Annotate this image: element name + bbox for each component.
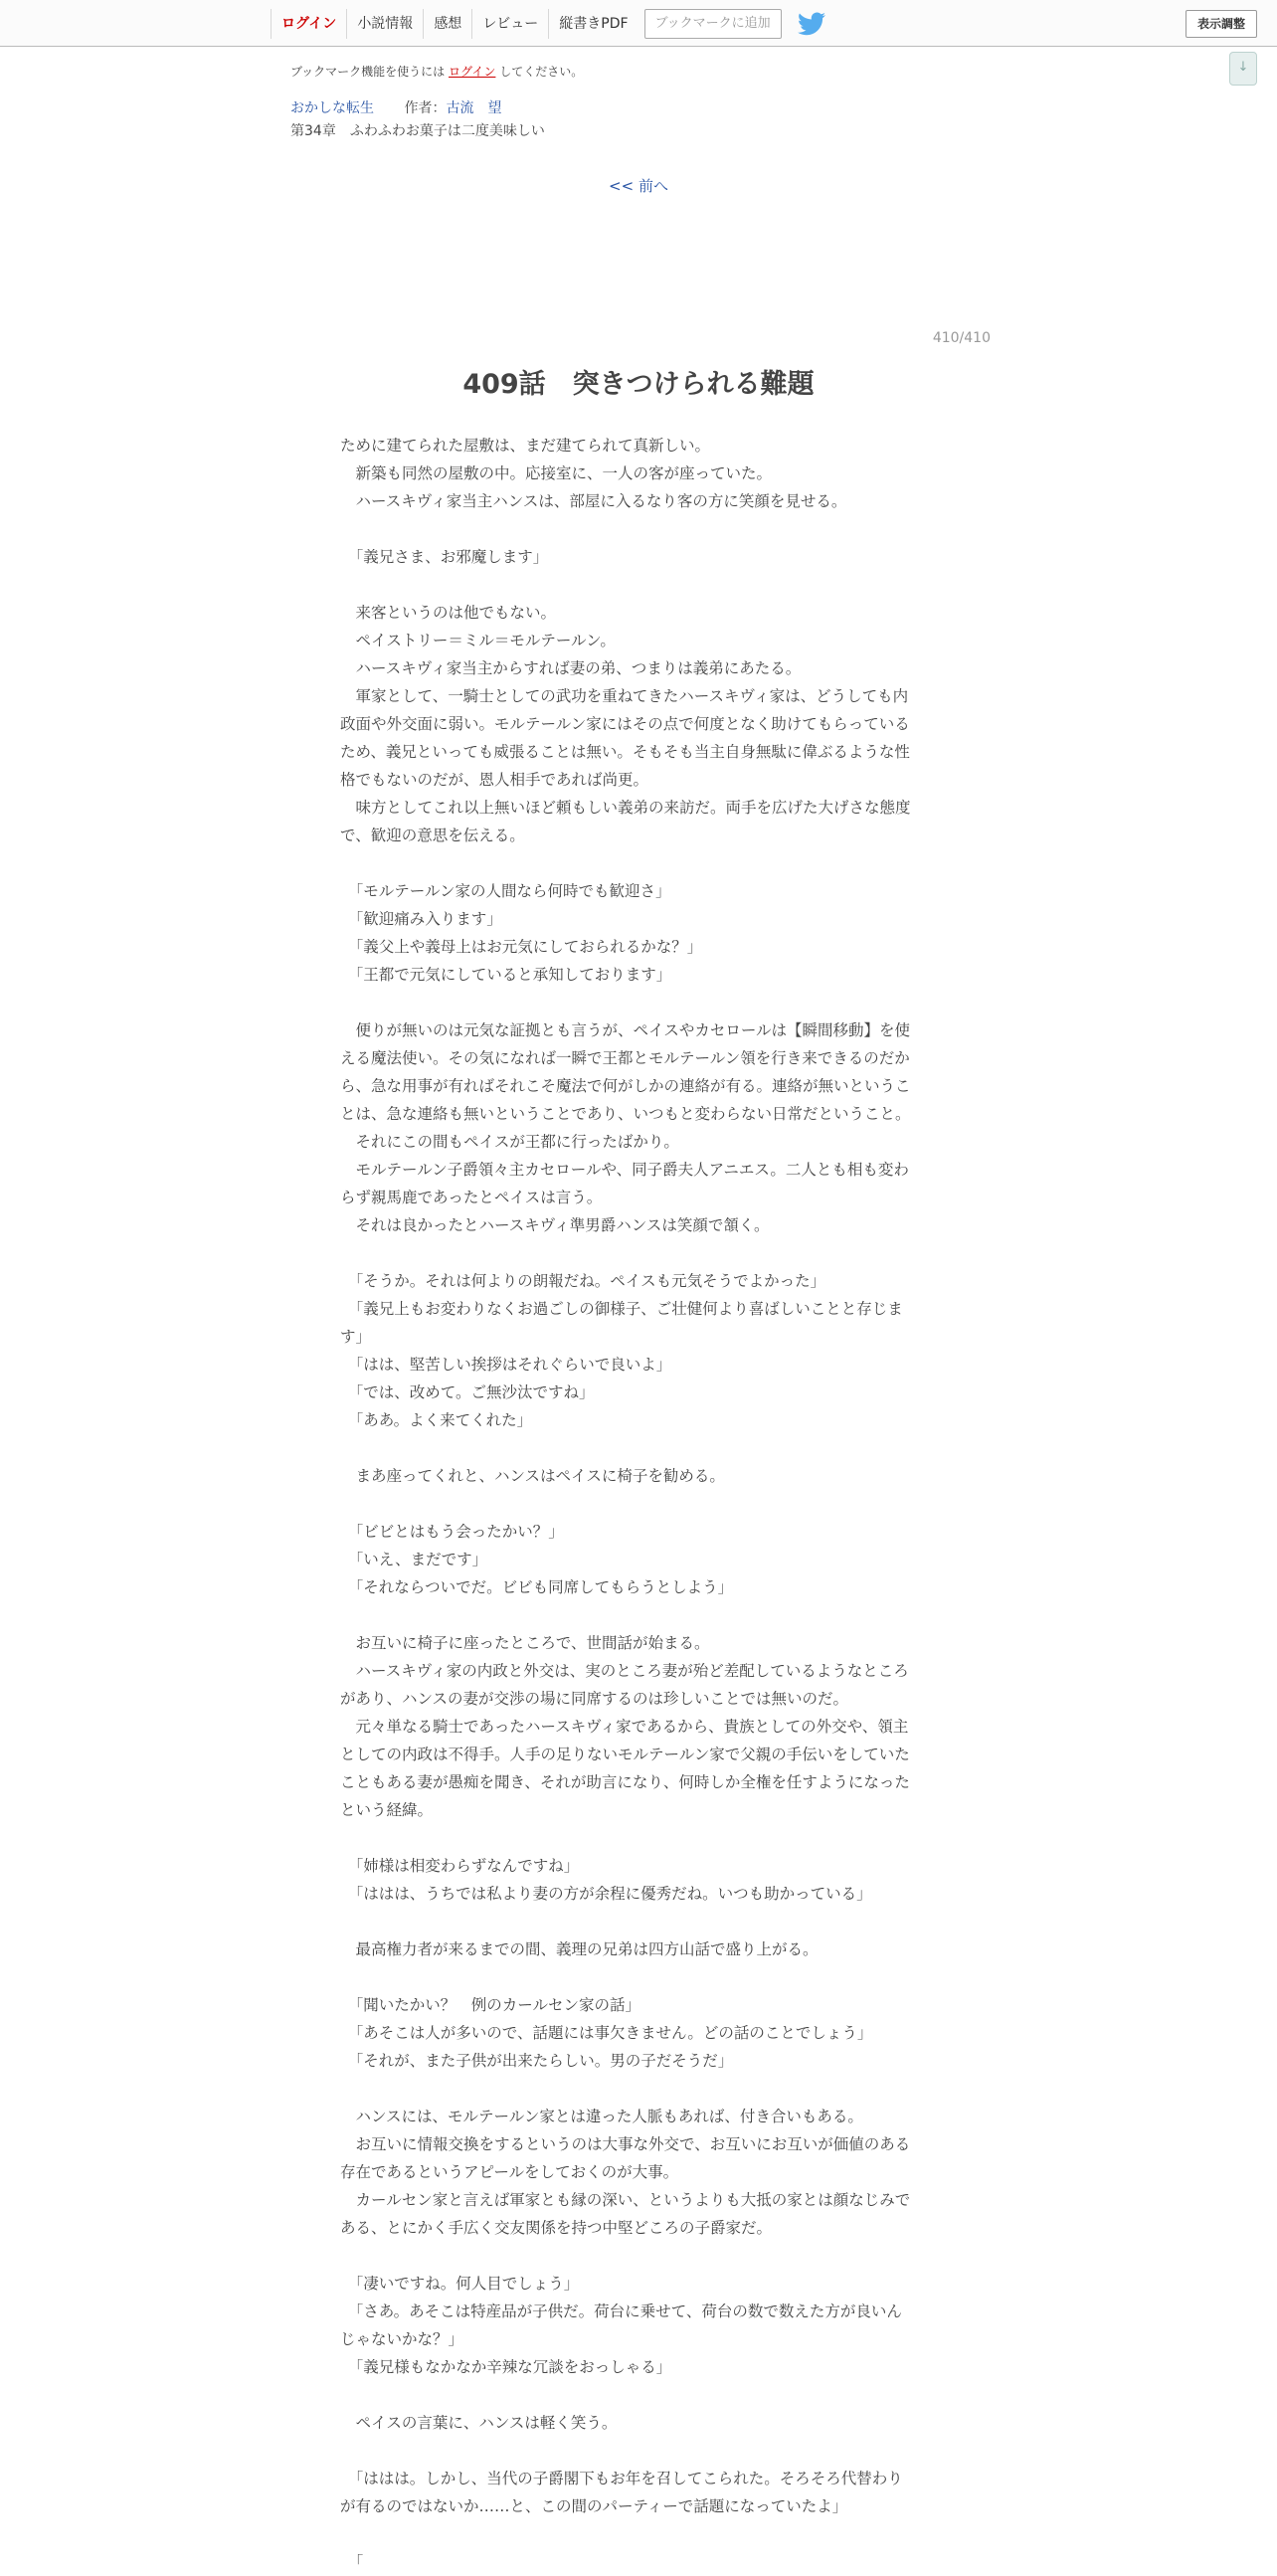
body-line: 「歓迎痛み入ります」	[340, 910, 502, 928]
review-link[interactable]: レビュー	[471, 9, 548, 39]
body-line	[340, 1908, 931, 1935]
body-line: 「ははは。しかし、当代の子爵閣下もお年を召してこられた。そろそろ代替わり	[340, 2470, 903, 2487]
add-bookmark-button[interactable]: ブックマークに追加	[644, 9, 782, 39]
body-line: 来客というのは他でもない。	[340, 604, 557, 622]
notice-prefix: ブックマーク機能を使うには	[290, 65, 446, 79]
body-line: があり、ハンスの妻が交渉の場に同席するのは珍しいことでは無いのだ。	[340, 1690, 849, 1708]
body-line: 味方としてこれ以上無いほど頼もしい義弟の来訪だ。両手を広げた大げさな態度	[340, 799, 911, 817]
body-line: 「モルテールン家の人間なら何時でも歓迎さ」	[340, 882, 671, 900]
display-settings-button[interactable]: 表示調整	[1186, 10, 1257, 38]
body-line: ために建てられた屋敷は、まだ建てられて真新しい。	[340, 437, 711, 455]
body-line	[340, 515, 931, 543]
notice-suffix: してください。	[499, 65, 584, 79]
notice-login-link[interactable]: ログイン	[449, 65, 496, 79]
body-line	[340, 1434, 931, 1462]
body-line: 「それならついでだ。ビビも同席してもらうとしよう」	[340, 1578, 734, 1596]
body-line: 「聞いたかい？ 例のカールセン家の話」	[340, 1996, 640, 2014]
body-line: 「ああ。よく来てくれた」	[340, 1411, 533, 1429]
body-line: それにこの間もペイスが王都に行ったばかり。	[340, 1133, 679, 1151]
body-line: 軍家として、一騎士としての武功を重ねてきたハースキヴィ家は、どうしても内	[340, 687, 909, 705]
body-line: ら、急な用事が有ればそれこそ魔法で何がしかの連絡が有る。連絡が無いというこ	[340, 1077, 911, 1095]
scroll-down-button[interactable]: ↓	[1229, 52, 1257, 86]
body-line: 「はは、堅苦しい挨拶はそれぐらいで良いよ」	[340, 1356, 672, 1374]
body-line: 「さあ。あそこは特産品が子供だ。荷台に乗せて、荷台の数で数えた方が良いん	[340, 2302, 902, 2320]
login-link[interactable]: ログイン	[271, 9, 346, 39]
body-line: 「王都で元気にしていると承知しております」	[340, 966, 672, 984]
body-line: 存在であるというアピールをしておくのが大事。	[340, 2163, 679, 2181]
body-line	[340, 1963, 931, 1991]
body-line: 「そうか。それは何よりの朗報だね。ペイスも元気そうでよかった」	[340, 1272, 826, 1290]
impressions-link[interactable]: 感想	[423, 9, 471, 39]
body-line: 最高権力者が来るまでの間、義理の兄弟は四方山話で盛り上がる。	[340, 1940, 819, 1958]
body-line: ハースキヴィ家の内政と外交は、実のところ妻が殆ど差配しているようなところ	[340, 1662, 909, 1680]
novel-body	[340, 432, 931, 2576]
body-line: ハンスには、モルテールン家とは違った人脈もあれば、付き合いもある。	[340, 2108, 863, 2125]
body-line: お互いに情報交換をするというのは大事な外交で、お互いにお互いが価値のある	[340, 2135, 911, 2153]
body-line: 「義父上や義母上はお元気にしておられるかな？」	[340, 938, 703, 956]
body-line: 「義兄上もお変わりなくお過ごしの御様子、ご壮健何より喜ばしいことと存じま	[340, 1300, 903, 1318]
body-line	[340, 2437, 931, 2465]
body-line: としての内政は不得手。人手の足りないモルテールン家で父親の手伝いをしていた	[340, 1746, 910, 1763]
body-line: 「ビビとはもう会ったかい？」	[340, 1523, 564, 1541]
body-line: 「義兄様もなかなか辛辣な冗談をおっしゃる」	[340, 2358, 672, 2376]
body-line: 「	[340, 2553, 364, 2571]
body-line: 「姉様は相変わらずなんですね」	[340, 1857, 580, 1875]
chapter-title: 第34章 ふわふわお菓子は二度美味しい	[290, 123, 545, 139]
body-line: ペイスの言葉に、ハンスは軽く笑う。	[340, 2414, 618, 2432]
body-line: カールセン家と言えば軍家とも縁の深い、というよりも大抵の家とは顔なじみで	[340, 2191, 911, 2209]
body-line: 「あそこは人が多いので、話題には事欠きません。どの話のことでしょう」	[340, 2024, 873, 2042]
body-line: 格でもないのだが、恩人相手であれば尚更。	[340, 771, 649, 789]
body-line	[340, 849, 931, 877]
body-line: じゃないかな？」	[340, 2330, 464, 2348]
body-line: 新築も同然の屋敷の中。応接室に、一人の客が座っていた。	[340, 464, 773, 482]
vertical-pdf-link[interactable]: 縦書きPDF	[548, 9, 638, 39]
body-line: が有るのではないか……と、この間のパーティーで話題になっていたよ」	[340, 2497, 848, 2515]
body-line: 「ははは、うちでは私より妻の方が余程に優秀だね。いつも助かっている」	[340, 1885, 872, 1903]
body-line: お互いに椅子に座ったところで、世間話が始まる。	[340, 1634, 710, 1652]
novel-header	[290, 97, 501, 117]
series-title-link[interactable]: おかしな転生	[290, 100, 374, 116]
body-line: それは良かったとハースキヴィ準男爵ハンスは笑顔で頷く。	[340, 1216, 770, 1234]
body-line: ため、義兄といっても威張ることは無い。そもそも当主自身無駄に偉ぶるような性	[340, 743, 910, 761]
body-line	[340, 571, 931, 599]
body-line: 「義兄さま、お邪魔します」	[340, 548, 549, 566]
body-line	[340, 2242, 931, 2270]
body-line: まあ座ってくれと、ハンスはペイスに椅子を勧める。	[340, 1467, 725, 1485]
body-line: 「凄いですね。何人目でしょう」	[340, 2275, 580, 2293]
body-line	[340, 1490, 931, 1518]
author-label: 作者：	[404, 100, 447, 116]
body-line	[340, 1239, 931, 1267]
body-line	[340, 2381, 931, 2409]
body-line: で、歓迎の意思を伝える。	[340, 827, 525, 844]
body-line: ペイストリー＝ミル＝モルテールン。	[340, 632, 616, 649]
body-line: らず親馬鹿であったとペイスは言う。	[340, 1189, 603, 1206]
body-line: モルテールン子爵領々主カセロールや、同子爵夫人アニエス。二人とも相も変わ	[340, 1161, 909, 1179]
body-line	[340, 2075, 931, 2103]
twitter-icon[interactable]	[798, 12, 825, 36]
body-line	[340, 989, 931, 1016]
episode-title: 409話 突きつけられる難題	[462, 369, 815, 400]
previous-page-link[interactable]: << 前へ	[609, 177, 668, 195]
body-line: こともある妻が愚痴を聞き、それが助言になり、何時しか全権を任すようになった	[340, 1773, 910, 1791]
novel-info-link[interactable]: 小説情報	[346, 9, 423, 39]
body-line	[340, 1601, 931, 1629]
bookmark-login-notice	[290, 63, 583, 80]
top-navigation-bar	[0, 0, 1277, 47]
body-line: ある、とにかく手広く交友関係を持つ中堅どころの子爵家だ。	[340, 2219, 773, 2237]
body-line: 「それが、また子供が出来たらしい。男の子だそうだ」	[340, 2052, 734, 2070]
main-nav	[271, 8, 825, 40]
body-line: 「いえ、まだです」	[340, 1551, 488, 1568]
body-line: という経緯。	[340, 1801, 434, 1819]
body-line: ハースキヴィ家当主ハンスは、部屋に入るなり客の方に笑顔を見せる。	[340, 492, 847, 510]
body-line: 政面や外交面に弱い。モルテールン家にはその点で何度となく助けてもらっている	[340, 715, 910, 733]
body-line: 元々単なる騎士であったハースキヴィ家であるから、貴族としての外交や、領主	[340, 1718, 909, 1736]
body-line: ハースキヴィ家当主からすれば妻の弟、つまりは義弟にあたる。	[340, 659, 802, 677]
body-line	[340, 2520, 931, 2548]
body-line: える魔法使い。その気になれば一瞬で王都とモルテールン領を行き来できるのだか	[340, 1049, 910, 1067]
body-line: とは、急な連絡も無いということであり、いつもと変わらない日常だということ。	[340, 1105, 911, 1123]
body-line	[340, 1824, 931, 1852]
body-line: す」	[340, 1328, 372, 1346]
body-line: 「では、改めて。ご無沙汰ですね」	[340, 1383, 595, 1401]
author-link[interactable]: 古流 望	[446, 100, 502, 116]
page-counter: 410/410	[932, 330, 991, 346]
body-line: 便りが無いのは元気な証拠とも言うが、ペイスやカセロールは【瞬間移動】を使	[340, 1021, 911, 1039]
